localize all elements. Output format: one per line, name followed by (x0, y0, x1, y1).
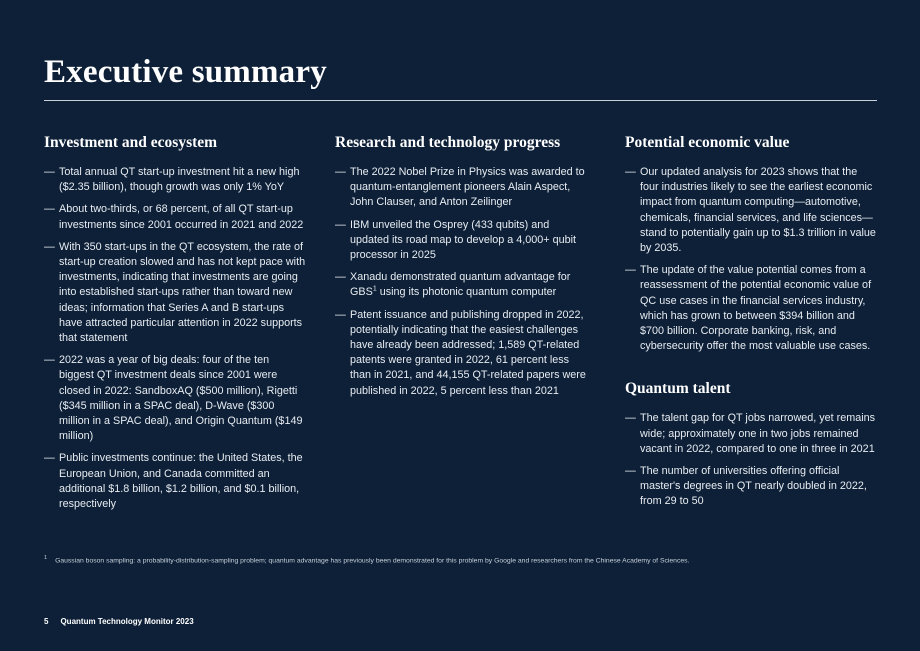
investment-heading: Investment and ecosystem (44, 134, 218, 151)
footnote-reference: 1 (372, 285, 377, 293)
list-item: — Public investments continue: the United States, the European Union, and Canada committed an additional $1.8 billion, $1.2 billion, and $0.1 billion, respectively (44, 452, 303, 511)
list-item: — Total annual QT start-up investment hit a new high ($2.35 billion), though growth was only 1% YoY (44, 166, 300, 194)
talent-list (625, 411, 877, 509)
dash-bullet: — (625, 264, 636, 277)
talent-heading: Quantum talent (625, 380, 731, 398)
list-item: — The 2022 Nobel Prize in Physics was awarded to quantum-entanglement pioneers Alain Aspect, John Clauser, and Anton Zeilinger (335, 166, 585, 209)
economic-talent-column (625, 134, 877, 517)
investment-column (44, 134, 306, 519)
list-item: — About two-thirds, or 68 percent, of all QT start-up investments since 2001 occurred in 2021 and 2022 (44, 203, 304, 231)
dash-bullet: — (44, 354, 55, 367)
title-divider (44, 100, 877, 101)
economic-heading: Potential economic value (625, 134, 790, 151)
page-title: Executive summary (44, 54, 327, 90)
dash-bullet: — (44, 166, 55, 178)
economic-list (625, 165, 877, 354)
dash-bullet: — (625, 465, 636, 478)
footnote-marker: 1 (44, 555, 48, 561)
list-item: — Xanadu demonstrated quantum advantage for GBS$^1$ using its photonic quantum computer (335, 271, 571, 299)
list-item: — The number of universities offering official master's degrees in QT nearly doubled in 2022, from 29 to 50 (625, 465, 867, 508)
dash-bullet: — (335, 218, 346, 231)
list-item: — Our updated analysis for 2023 shows that the four industries likely to see the earliest economic impact from quantum computing—automotive, chemicals, financial services, and life sciences—stand to potentially gain up to $1.3 trillion in value by 2035. (625, 166, 876, 255)
investment-list (44, 165, 306, 512)
footnote (44, 555, 884, 564)
dash-bullet: — (625, 412, 636, 425)
research-list (335, 165, 590, 399)
list-item: — Patent issuance and publishing dropped in 2022, potentially indicating that the easiest challenges have already been addressed; 1,589 QT-related patents were granted in 2022, 61 percent less than in 2021, and 44,155 QT-related papers were published in 2022, 5 percent less than 2021 (335, 308, 586, 397)
list-item: — With 350 start-ups in the QT ecosystem, the rate of start-up creation slowed and has not kept pace with investments, indicating that investments are going into established start-ups rather than toward new ideas; information that Series A and B start-ups have attracted particular attention in 2022 supports that statement (44, 240, 306, 345)
research-column (335, 134, 590, 406)
dash-bullet: — (335, 271, 346, 284)
list-item: — The update of the value potential comes from a reassessment of the potential economic value of QC use cases in the financial services industry, which has grown to between $394 billion and $700 billion. Corporate banking, risk, and cybersecurity offer the most valuable use cases. (625, 264, 872, 353)
list-item: — IBM unveiled the Osprey (433 qubits) and updated its road map to develop a 4,000+ qubit processor in 2025 (335, 218, 577, 262)
footnote-text: Gaussian boson sampling: a probability-distribution-sampling problem; quantum advantage has previously been demonstrated for this problem by Google and researchers from the Chinese Academy of Sciences. (55, 557, 690, 565)
dash-bullet: — (44, 203, 55, 216)
research-heading: Research and technology progress (335, 134, 561, 151)
list-item: — The talent gap for QT jobs narrowed, yet remains wide; approximately one in two jobs remained vacant in 2022, compared to one in three in 2021 (625, 412, 876, 455)
dash-bullet: — (44, 452, 55, 465)
dash-bullet: — (335, 166, 346, 178)
publication-name: Quantum Technology Monitor 2023 (60, 617, 194, 626)
page-number: 5 (44, 617, 49, 626)
dash-bullet: — (625, 166, 636, 178)
page-footer (44, 617, 194, 626)
list-item: — 2022 was a year of big deals: four of the ten biggest QT investment deals since 2001 were closed in 2022: SandboxAQ ($500 million), Rigetti ($345 million in a SPAC deal), D-Wave ($300 million in a SPAC deal), and Origin Quantum ($149 million) (44, 354, 303, 443)
dash-bullet: — (44, 240, 55, 253)
dash-bullet: — (335, 308, 346, 321)
